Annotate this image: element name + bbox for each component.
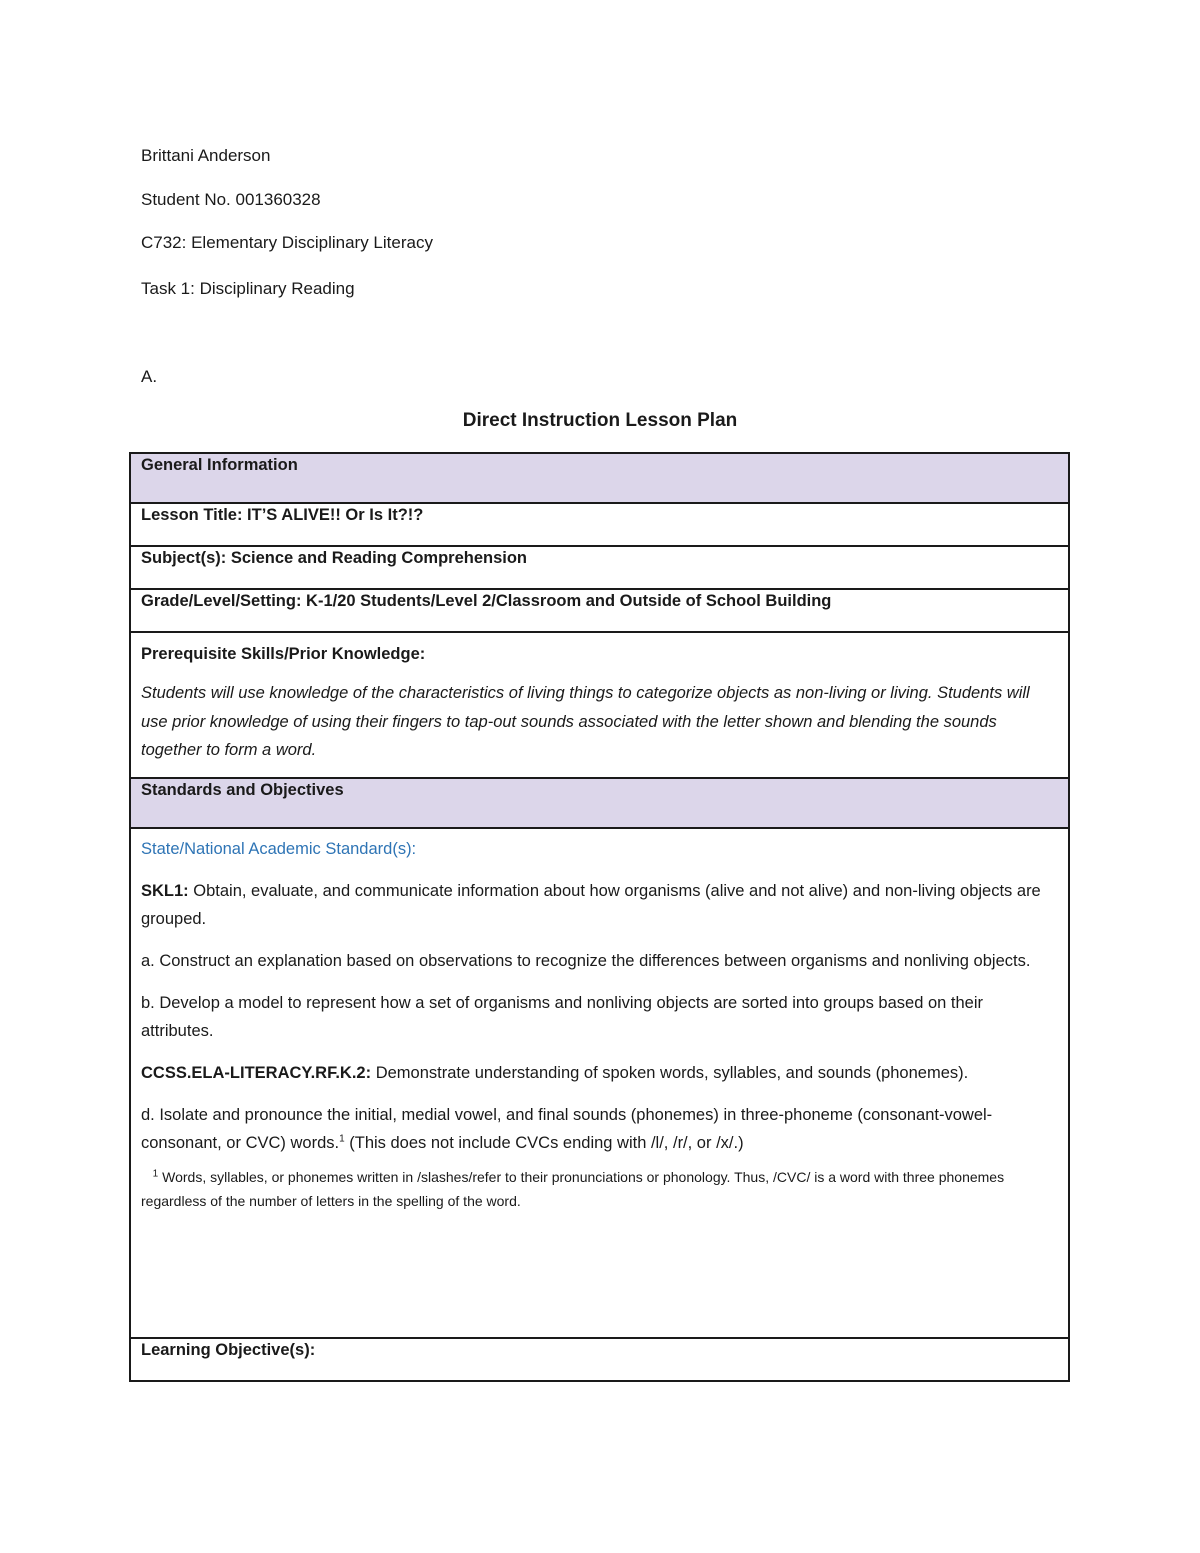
standards-cell [130, 828, 1069, 1338]
general-information-heading: General Information [130, 453, 1069, 503]
skl1-standard [141, 877, 1058, 933]
standards-header-row [130, 778, 1069, 828]
footnote-text: Words, syllables, or phonemes written in /slashes/refer to their pronunciations or phonology. Thus, /CVC/ is a word with three phonemes regardless of the number of letters in the spelling of the word. [141, 1168, 1005, 1209]
subjects-cell [130, 546, 1069, 589]
standards-row [130, 828, 1069, 1338]
course-line [141, 232, 433, 254]
ccss-standard [141, 1059, 1058, 1087]
course-code: C732: [141, 233, 187, 252]
skl1-text: Obtain, evaluate, and communicate information about how organisms (alive and not alive) and non-living objects are grouped. [141, 881, 1041, 928]
task-label: Task 1: [141, 279, 195, 298]
subjects-row [130, 546, 1069, 589]
ccss-text: Demonstrate understanding of spoken words, syllables, and sounds (phonemes). [371, 1063, 969, 1082]
ccss-label: CCSS.ELA-LITERACY.RF.K.2: [141, 1063, 372, 1082]
footnote-reference: 1 [339, 1133, 345, 1144]
prerequisite-text: Students will use knowledge of the characteristics of living things to categorize objects as non-living or living. Students will use prior knowledge of using their fingers to tap-out sounds associated with the letter shown and blending the sounds together to form a word. [141, 684, 1030, 759]
lesson-title: Lesson Title: IT’S ALIVE!! Or Is It?!? [130, 503, 1069, 546]
learning-objectives-label: Learning Objective(s): [130, 1338, 1069, 1381]
prerequisite-label: Prerequisite Skills/Prior Knowledge: [141, 645, 426, 663]
standard-item-d [141, 1101, 1058, 1157]
standards-label: State/National Academic Standard(s): [141, 839, 417, 858]
skl1-label: SKL1: [141, 881, 189, 900]
item-d-text: d. Isolate and pronounce the initial, medial vowel, and final sounds (phonemes) in three-phoneme (consonant-vowel-consonant, or CVC) words. [141, 1105, 993, 1152]
section-letter: A. [141, 367, 158, 386]
standards-heading: Standards and Objectives [130, 778, 1069, 828]
grade-cell [130, 589, 1069, 632]
lesson-title-row [130, 503, 1069, 546]
document-title: Direct Instruction Lesson Plan [462, 410, 738, 431]
grade-row [130, 589, 1069, 632]
general-information-header-row [130, 453, 1069, 503]
grade-label: Grade/Level/Setting: [141, 592, 302, 610]
footnote [141, 1165, 1058, 1213]
author-name: Brittani Anderson [141, 146, 271, 165]
standard-item-b: b. Develop a model to represent how a set of organisms and nonliving objects are sorted into groups based on their attributes. [141, 993, 983, 1040]
subjects-label: Subject(s): [141, 549, 227, 567]
task-line [141, 278, 355, 300]
standard-item-a: a. Construct an explanation based on observations to recognize the differences between organisms and nonliving objects. [141, 951, 1031, 970]
lesson-plan-table [129, 452, 1070, 1382]
learning-objectives-row [130, 1338, 1069, 1381]
item-d-note: (This does not include CVCs ending with /l/, /r/, or /x/.) [344, 1133, 744, 1152]
course-name: Elementary Disciplinary Literacy [186, 233, 433, 252]
task-name: Disciplinary Reading [194, 279, 355, 298]
grade-value: K-1/20 Students/Level 2/Classroom and Outside of School Building [301, 592, 832, 610]
prerequisite-cell [130, 632, 1069, 778]
prerequisite-row [130, 632, 1069, 778]
footnote-mark: 1 [152, 1167, 159, 1179]
subjects-value: Science and Reading Comprehension [226, 549, 527, 567]
student-number: Student No. 001360328 [141, 190, 321, 209]
